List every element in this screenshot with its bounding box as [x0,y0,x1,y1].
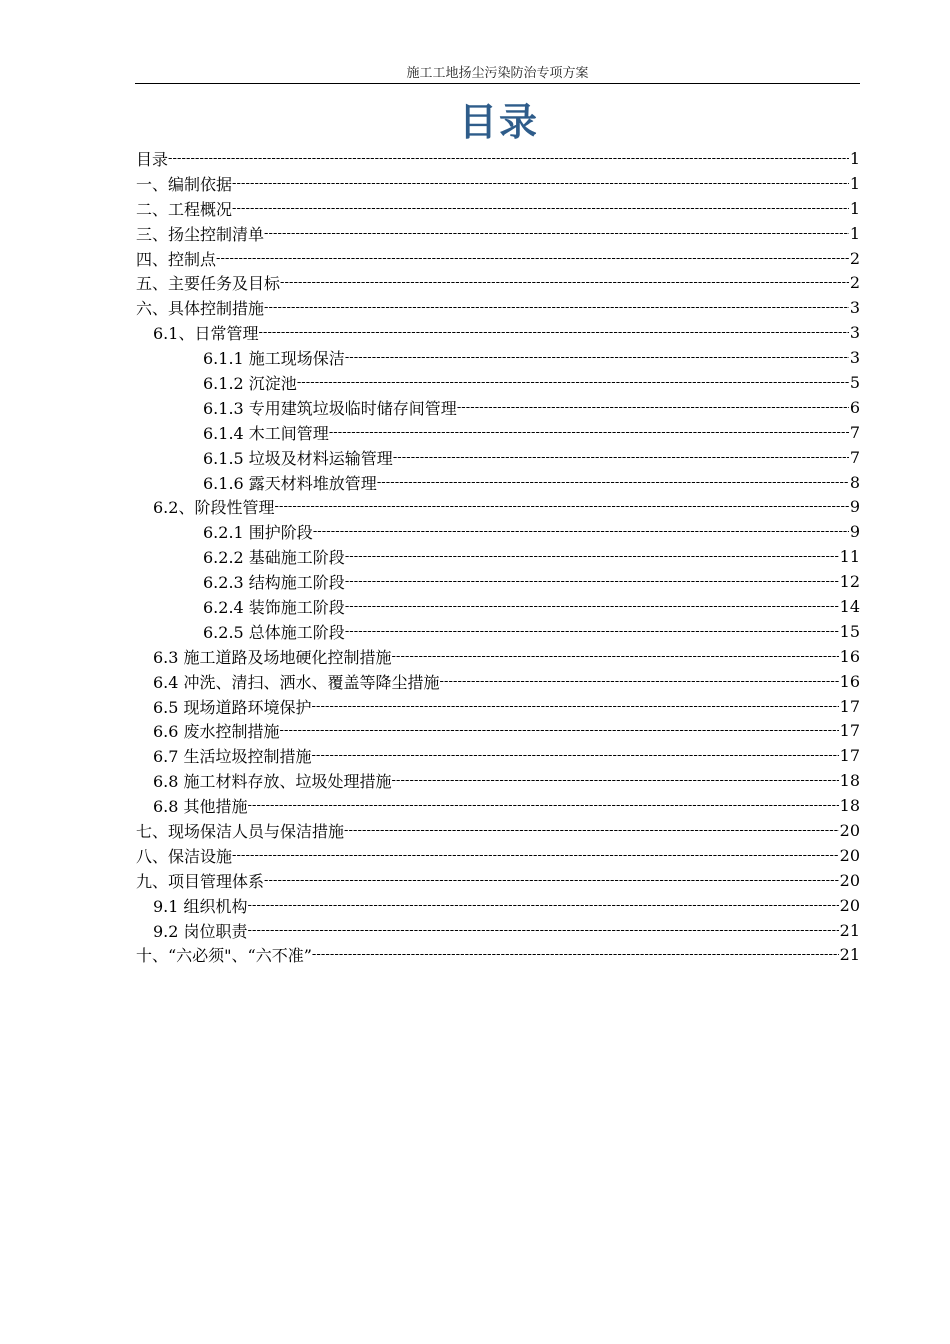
toc-page-number: 1 [849,223,860,243]
toc-entry[interactable] [136,295,860,320]
toc-page-number: 3 [849,348,860,368]
toc-page-number: 21 [839,945,860,965]
toc-entry-label: 6.2.4 装饰施工阶段 [203,597,345,617]
toc-entry[interactable] [136,818,860,843]
toc-page-number: 3 [849,298,860,318]
toc-entry-label: 6.8 施工材料存放、垃圾处理措施 [153,772,392,792]
toc-entry-label: 6.8 其他措施 [153,797,248,817]
toc-dot-leader [393,450,849,465]
toc-entry[interactable] [136,594,860,619]
toc-entry[interactable] [136,146,860,171]
toc-entry-label: 6.5 现场道路环境保护 [153,697,312,717]
toc-entry-label: 6.1.2 沉淀池 [203,373,297,393]
toc-entry[interactable] [136,669,860,694]
toc-entry[interactable] [136,918,860,943]
toc-entry[interactable] [136,196,860,221]
toc-page-number: 2 [849,273,860,293]
toc-entry[interactable] [136,494,860,519]
toc-entry[interactable] [136,644,860,669]
toc-dot-leader [248,898,839,913]
toc-page-number: 16 [839,671,860,691]
toc-page-number: 17 [839,696,860,716]
toc-page-number: 8 [849,472,860,492]
toc-page-number: 3 [849,323,860,343]
toc-dot-leader [345,350,849,365]
toc-entry[interactable] [136,470,860,495]
toc-page-number: 1 [849,173,860,193]
toc-dot-leader [258,325,848,340]
toc-entry-label: 八、保洁设施 [136,846,233,866]
toc-page-number: 6 [849,397,860,417]
toc-dot-leader [264,873,839,888]
toc-title: 目录 [458,100,539,144]
toc-page-number: 15 [839,621,860,641]
toc-page-number: 12 [839,572,860,592]
toc-entry-label: 6.1.6 露天材料堆放管理 [203,473,377,493]
toc-page-number: 20 [839,820,860,840]
toc-entry-label: 三、扬尘控制清单 [136,224,265,244]
toc-page-number: 14 [839,596,860,616]
toc-page-number: 1 [849,148,860,168]
toc-entry-label: 四、控制点 [136,249,217,269]
toc-entry-label: 六、具体控制措施 [136,299,265,319]
toc-dot-leader [274,499,848,514]
toc-dot-leader [248,923,839,938]
toc-dot-leader [392,649,839,664]
toc-dot-leader [168,151,849,166]
toc-dot-leader [313,524,849,539]
toc-entry[interactable] [136,171,860,196]
toc-page-number: 9 [849,497,860,517]
toc-entry-label: 五、主要任务及目标 [136,274,281,294]
toc-entry-label: 九、项目管理体系 [136,871,265,891]
toc-entry[interactable] [136,270,860,295]
toc-entry-label: 一、编制依据 [136,174,233,194]
toc-dot-leader [280,275,849,290]
toc-entry[interactable] [136,868,860,893]
toc-dot-leader [345,599,839,614]
toc-dot-leader [232,201,849,216]
toc-dot-leader [345,549,839,564]
toc-dot-leader [377,475,849,490]
toc-page-number: 7 [849,422,860,442]
toc-entry-label: 6.7 生活垃圾控制措施 [153,747,312,767]
header-divider [135,83,860,84]
toc-entry-label: 6.6 废水控制措施 [153,722,280,742]
toc-dot-leader [232,848,839,863]
toc-dot-leader [297,375,849,390]
toc-page-number: 1 [849,198,860,218]
toc-entry[interactable] [136,569,860,594]
toc-entry-label: 十、“六必须"、“六不准” [136,946,312,966]
toc-dot-leader [312,947,839,962]
toc-dot-leader [216,251,849,266]
toc-entry[interactable] [136,843,860,868]
toc-entry-label: 七、现场保洁人员与保洁措施 [136,821,345,841]
toc-entry-label: 6.1.3 专用建筑垃圾临时储存间管理 [203,398,457,418]
toc-dot-leader [264,226,849,241]
toc-entry[interactable] [136,718,860,743]
toc-entry-label: 6.1.4 木工间管理 [203,423,329,443]
toc-entry-label: 6.4 冲洗、清扫、洒水、覆盖等降尘措施 [153,672,440,692]
toc-dot-leader [312,699,839,714]
toc-entry-label: 6.1.5 垃圾及材料运输管理 [203,448,393,468]
toc-dot-leader [264,300,849,315]
toc-dot-leader [345,624,839,639]
toc-entry-label: 6.1、日常管理 [153,324,259,344]
toc-entry-label: 6.1.1 施工现场保洁 [203,349,345,369]
toc-page-number: 16 [839,646,860,666]
toc-dot-leader [232,176,849,191]
toc-page-number: 20 [839,845,860,865]
toc-page-number: 2 [849,248,860,268]
toc-entry[interactable] [136,743,860,768]
toc-dot-leader [392,773,839,788]
toc-entry-label: 目录 [136,149,169,169]
toc-entry[interactable] [136,519,860,544]
toc-dot-leader [248,798,839,813]
toc-entry[interactable] [136,768,860,793]
toc-page-number: 20 [839,895,860,915]
toc-dot-leader [280,723,839,738]
toc-page-number: 11 [839,547,860,567]
toc-dot-leader [440,674,839,689]
toc-page-number: 18 [839,796,860,816]
toc-entry-label: 6.2.3 结构施工阶段 [203,573,345,593]
table-of-contents [136,146,860,967]
toc-entry[interactable] [136,320,860,345]
toc-page-number: 17 [839,746,860,766]
toc-page-number: 9 [849,522,860,542]
toc-page-number: 20 [839,870,860,890]
toc-entry-label: 二、工程概况 [136,199,233,219]
toc-entry[interactable] [136,221,860,246]
toc-page-number: 18 [839,771,860,791]
toc-entry-label: 9.1 组织机构 [153,896,248,916]
toc-entry-label: 9.2 岗位职责 [153,921,248,941]
toc-entry[interactable] [136,445,860,470]
toc-dot-leader [344,823,839,838]
toc-entry-label: 6.2.5 总体施工阶段 [203,622,345,642]
toc-page-number: 7 [849,447,860,467]
toc-entry[interactable] [136,544,860,569]
toc-entry-label: 6.2、阶段性管理 [153,498,275,518]
toc-entry[interactable] [136,943,860,968]
toc-page-number: 21 [839,920,860,940]
toc-entry[interactable] [136,694,860,719]
toc-dot-leader [457,400,849,415]
toc-page-number: 17 [839,721,860,741]
toc-entry[interactable] [136,370,860,395]
toc-entry[interactable] [136,619,860,644]
toc-entry[interactable] [136,246,860,271]
toc-entry[interactable] [136,345,860,370]
toc-dot-leader [345,574,839,589]
toc-entry[interactable] [136,793,860,818]
toc-entry-label: 6.3 施工道路及场地硬化控制措施 [153,647,392,667]
toc-dot-leader [329,425,849,440]
toc-entry[interactable] [136,395,860,420]
toc-page-number: 5 [849,372,860,392]
toc-entry-label: 6.2.2 基础施工阶段 [203,548,345,568]
toc-dot-leader [312,748,839,763]
toc-entry[interactable] [136,420,860,445]
running-header: 施工工地扬尘污染防治专项方案 [406,66,589,81]
toc-entry[interactable] [136,893,860,918]
toc-entry-label: 6.2.1 围护阶段 [203,523,313,543]
